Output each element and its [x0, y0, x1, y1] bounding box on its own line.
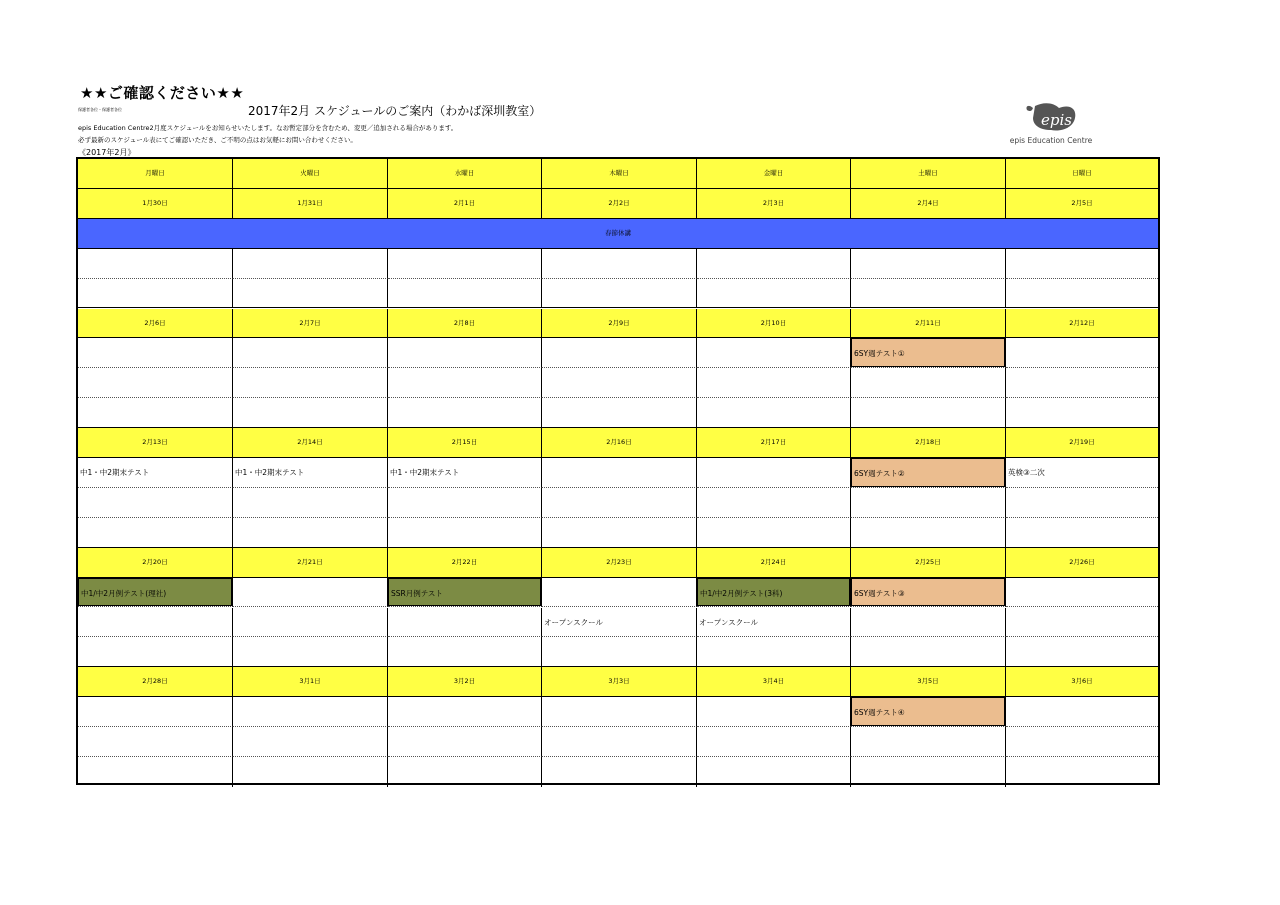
- schedule-cell: [1006, 488, 1158, 518]
- date-cell: [233, 428, 388, 458]
- schedule-cell: [1006, 518, 1158, 548]
- schedule-event: オープンスクール: [544, 617, 603, 627]
- date-cell: [78, 189, 233, 219]
- schedule-cell: [1006, 727, 1158, 757]
- weekday-cell: [542, 159, 697, 189]
- weekday-cell: [78, 159, 233, 189]
- schedule-cell: [851, 488, 1006, 518]
- date-cell: [233, 309, 388, 339]
- weekday-label: 金曜日: [763, 169, 784, 177]
- event-line-row: [78, 368, 1158, 398]
- schedule-cell: [233, 608, 388, 638]
- weekday-label: 水曜日: [454, 169, 475, 177]
- recipient-line: 保護者各位・保護者各位: [78, 107, 122, 112]
- schedule-cell: [1006, 249, 1158, 279]
- date-cell: [697, 189, 851, 219]
- event-line-row: [78, 727, 1158, 757]
- event-line-row: [78, 578, 1158, 608]
- schedule-cell: [851, 518, 1006, 548]
- date-cell: [697, 428, 851, 458]
- date-label: 2月23日: [606, 557, 632, 566]
- schedule-cell: [697, 458, 851, 488]
- weekday-label: 火曜日: [300, 169, 320, 177]
- schedule-cell: [851, 368, 1006, 398]
- date-label: 3月6日: [1071, 677, 1093, 686]
- schedule-cell: [233, 518, 388, 548]
- event-line-row: [78, 697, 1158, 727]
- date-label: 3月3日: [608, 677, 630, 686]
- schedule-cell: [851, 279, 1006, 309]
- holiday-banner: 春節休講: [78, 219, 1158, 249]
- date-cell: [1006, 428, 1158, 458]
- schedule-event: 英検③二次: [1008, 468, 1045, 477]
- event-line-row: [78, 637, 1158, 667]
- date-cell: [388, 667, 542, 697]
- epis-logo-icon: [1003, 100, 1099, 136]
- date-cell: [542, 189, 697, 219]
- schedule-cell: [388, 697, 542, 727]
- schedule-cell: [78, 458, 233, 488]
- schedule-cell: [1006, 608, 1158, 638]
- date-cell: [1006, 189, 1158, 219]
- schedule-cell: [78, 518, 233, 548]
- schedule-calendar: [76, 157, 1160, 785]
- schedule-cell: [697, 279, 851, 309]
- weekday-label: 月曜日: [145, 169, 165, 177]
- schedule-event: 中1/中2月例テスト(3科): [697, 578, 850, 607]
- schedule-cell: [78, 488, 233, 518]
- schedule-cell: [851, 608, 1006, 638]
- date-label: 2月24日: [760, 557, 787, 566]
- weekday-label: 木曜日: [609, 169, 629, 177]
- event-line-row: [78, 279, 1158, 309]
- schedule-cell: [78, 338, 233, 368]
- schedule-cell: [851, 338, 1006, 368]
- date-cell: [697, 548, 851, 578]
- date-cell: [697, 309, 851, 339]
- schedule-event: 中1・中2期末テスト: [80, 468, 150, 477]
- schedule-cell: [233, 249, 388, 279]
- schedule-cell: [233, 578, 388, 608]
- weekday-cell: [233, 159, 388, 189]
- date-label: 2月5日: [1071, 198, 1093, 207]
- schedule-cell: [388, 488, 542, 518]
- schedule-event: 6SY週テスト②: [851, 458, 1005, 487]
- schedule-cell: [1006, 279, 1158, 309]
- date-cell: [78, 548, 233, 578]
- date-label: 2月21日: [297, 557, 323, 566]
- schedule-cell: [851, 727, 1006, 757]
- date-label: 3月2日: [453, 677, 476, 686]
- schedule-cell: [78, 697, 233, 727]
- schedule-cell: [78, 727, 233, 757]
- schedule-cell: [78, 578, 233, 608]
- date-label: 2月19日: [1069, 438, 1095, 447]
- schedule-cell: [78, 757, 233, 787]
- date-label: 2月2日: [608, 198, 630, 207]
- schedule-event: 中1・中2期末テスト: [390, 468, 460, 477]
- schedule-cell: [697, 398, 851, 428]
- schedule-cell: [851, 249, 1006, 279]
- schedule-cell: [388, 727, 542, 757]
- schedule-cell: [78, 637, 233, 667]
- date-cell: [851, 309, 1006, 339]
- date-label: 2月17日: [760, 438, 787, 447]
- schedule-cell: [1006, 338, 1158, 368]
- schedule-cell: [697, 637, 851, 667]
- date-label: 1月31日: [297, 198, 323, 207]
- date-label: 2月13日: [142, 438, 168, 447]
- date-label: 2月12日: [1069, 318, 1095, 327]
- date-label: 2月28日: [142, 677, 168, 686]
- date-label: 2月6日: [144, 318, 166, 327]
- date-cell: [388, 309, 542, 339]
- schedule-cell: [542, 368, 697, 398]
- schedule-cell: [697, 368, 851, 398]
- schedule-cell: [697, 338, 851, 368]
- date-cell: [78, 667, 233, 697]
- date-label: 2月25日: [915, 557, 941, 566]
- date-cell: [851, 189, 1006, 219]
- schedule-cell: [851, 637, 1006, 667]
- date-label: 2月18日: [915, 438, 941, 447]
- date-label: 2月15日: [451, 438, 478, 447]
- schedule-cell: [697, 757, 851, 787]
- schedule-event: 6SY週テスト④: [851, 697, 1005, 726]
- schedule-cell: [388, 338, 542, 368]
- date-cell: [388, 428, 542, 458]
- schedule-cell: [233, 697, 388, 727]
- weekday-cell: [388, 159, 542, 189]
- schedule-cell: [388, 279, 542, 309]
- schedule-cell: [233, 727, 388, 757]
- schedule-cell: [542, 458, 697, 488]
- schedule-cell: [233, 338, 388, 368]
- weekday-cell: [697, 159, 851, 189]
- schedule-cell: [542, 578, 697, 608]
- svg-text:epis: epis: [1041, 111, 1072, 129]
- date-label: 2月26日: [1069, 557, 1095, 566]
- schedule-cell: [233, 458, 388, 488]
- schedule-cell: [851, 697, 1006, 727]
- schedule-cell: [697, 249, 851, 279]
- date-label: 3月5日: [917, 677, 939, 686]
- date-cell: [233, 667, 388, 697]
- schedule-cell: [388, 368, 542, 398]
- schedule-cell: [697, 608, 851, 638]
- date-cell: [851, 548, 1006, 578]
- date-label: 2月16日: [606, 438, 632, 447]
- schedule-cell: [697, 697, 851, 727]
- date-cell: [542, 667, 697, 697]
- schedule-cell: [233, 757, 388, 787]
- schedule-cell: [1006, 398, 1158, 428]
- schedule-cell: [233, 488, 388, 518]
- schedule-cell: [542, 727, 697, 757]
- date-cell: [233, 548, 388, 578]
- date-cell: [542, 548, 697, 578]
- date-cell: [78, 428, 233, 458]
- date-label: 2月20日: [142, 557, 168, 566]
- notice-text-2: 必ず最新のスケジュール表にてご確認いただき、ご不明の点はお気軽にお問い合わせください。: [78, 136, 357, 144]
- schedule-cell: [542, 757, 697, 787]
- date-cell: [388, 189, 542, 219]
- date-label: 3月4日: [762, 677, 785, 686]
- date-cell: [851, 667, 1006, 697]
- schedule-cell: [1006, 697, 1158, 727]
- date-label: 2月14日: [297, 438, 323, 447]
- schedule-cell: [1006, 757, 1158, 787]
- logo-text: epis Education Centre: [1009, 136, 1093, 145]
- date-label: 2月1日: [453, 198, 476, 207]
- schedule-cell: [78, 368, 233, 398]
- date-label: 1月30日: [142, 198, 168, 207]
- schedule-cell: [233, 398, 388, 428]
- schedule-cell: [233, 637, 388, 667]
- date-label: 2月10日: [760, 318, 787, 327]
- schedule-cell: [233, 279, 388, 309]
- schedule-cell: [697, 488, 851, 518]
- date-cell: [233, 189, 388, 219]
- date-label: 2月8日: [453, 318, 476, 327]
- date-cell: [542, 309, 697, 339]
- date-label: 2月7日: [299, 318, 321, 327]
- date-label: 3月1日: [299, 677, 321, 686]
- date-label: 2月11日: [915, 318, 941, 327]
- schedule-cell: [388, 398, 542, 428]
- date-cell: [1006, 548, 1158, 578]
- schedule-cell: [542, 338, 697, 368]
- schedule-cell: [542, 637, 697, 667]
- weekday-cell: [851, 159, 1006, 189]
- date-row: [78, 428, 1158, 458]
- schedule-cell: [388, 637, 542, 667]
- schedule-cell: [388, 518, 542, 548]
- date-label: 2月9日: [608, 318, 630, 327]
- schedule-cell: [1006, 637, 1158, 667]
- date-row: [78, 667, 1158, 697]
- date-cell: [78, 309, 233, 339]
- event-line-row: [78, 338, 1158, 368]
- event-line-row: [78, 398, 1158, 428]
- schedule-title: 2017年2月 スケジュールのご案内（わかば深圳教室）: [248, 104, 542, 118]
- schedule-cell: [542, 608, 697, 638]
- schedule-cell: [542, 279, 697, 309]
- schedule-cell: [1006, 578, 1158, 608]
- notice-text-1: epis Education Centre2月度スケジュールをお知らせいたします。なお暫定部分を含むため、変更／追加される場合があります。: [78, 124, 458, 132]
- date-cell: [542, 428, 697, 458]
- date-cell: [388, 548, 542, 578]
- schedule-cell: [388, 249, 542, 279]
- weekday-label: 土曜日: [918, 169, 938, 177]
- weekday-header-row: [78, 159, 1158, 189]
- event-line-row: [78, 608, 1158, 638]
- schedule-cell: [542, 697, 697, 727]
- schedule-cell: [697, 518, 851, 548]
- schedule-event: 6SY週テスト③: [851, 578, 1005, 607]
- schedule-cell: [542, 518, 697, 548]
- schedule-cell: [851, 458, 1006, 488]
- schedule-cell: [542, 249, 697, 279]
- schedule-cell: [697, 727, 851, 757]
- schedule-cell: [388, 757, 542, 787]
- schedule-event: 中1/中2月例テスト(理社): [78, 578, 232, 607]
- event-line-row: [78, 757, 1158, 787]
- schedule-cell: [542, 488, 697, 518]
- event-line-row: [78, 518, 1158, 548]
- weekday-cell: [1006, 159, 1158, 189]
- notice-title: ★★ご確認ください★★: [80, 84, 245, 102]
- date-cell: [697, 667, 851, 697]
- date-label: 2月3日: [762, 198, 785, 207]
- schedule-cell: [388, 608, 542, 638]
- schedule-event: 6SY週テスト①: [851, 338, 1005, 367]
- schedule-cell: [851, 398, 1006, 428]
- date-row: [78, 548, 1158, 578]
- epis-logo: [1003, 100, 1099, 150]
- schedule-cell: [78, 279, 233, 309]
- date-label: 2月4日: [917, 198, 939, 207]
- schedule-cell: [542, 398, 697, 428]
- date-cell: [1006, 667, 1158, 697]
- schedule-cell: [1006, 368, 1158, 398]
- date-row: [78, 189, 1158, 219]
- event-line-row: [78, 488, 1158, 518]
- month-label: 《2017年2月》: [78, 148, 136, 157]
- schedule-event: SSR月例テスト: [388, 578, 541, 607]
- schedule-cell: [1006, 458, 1158, 488]
- schedule-cell: [78, 249, 233, 279]
- schedule-cell: [851, 578, 1006, 608]
- schedule-cell: [78, 398, 233, 428]
- weekday-label: 日曜日: [1072, 169, 1092, 177]
- schedule-cell: [388, 578, 542, 608]
- date-row: [78, 309, 1158, 339]
- schedule-cell: [851, 757, 1006, 787]
- schedule-cell: [78, 608, 233, 638]
- date-cell: [1006, 309, 1158, 339]
- event-line-row: [78, 249, 1158, 279]
- date-label: 2月22日: [451, 557, 478, 566]
- schedule-event: オープンスクール: [699, 617, 758, 627]
- schedule-cell: [388, 458, 542, 488]
- event-line-row: [78, 458, 1158, 488]
- schedule-cell: [233, 368, 388, 398]
- schedule-event: 中1・中2期末テスト: [235, 468, 305, 477]
- date-cell: [851, 428, 1006, 458]
- schedule-cell: [697, 578, 851, 608]
